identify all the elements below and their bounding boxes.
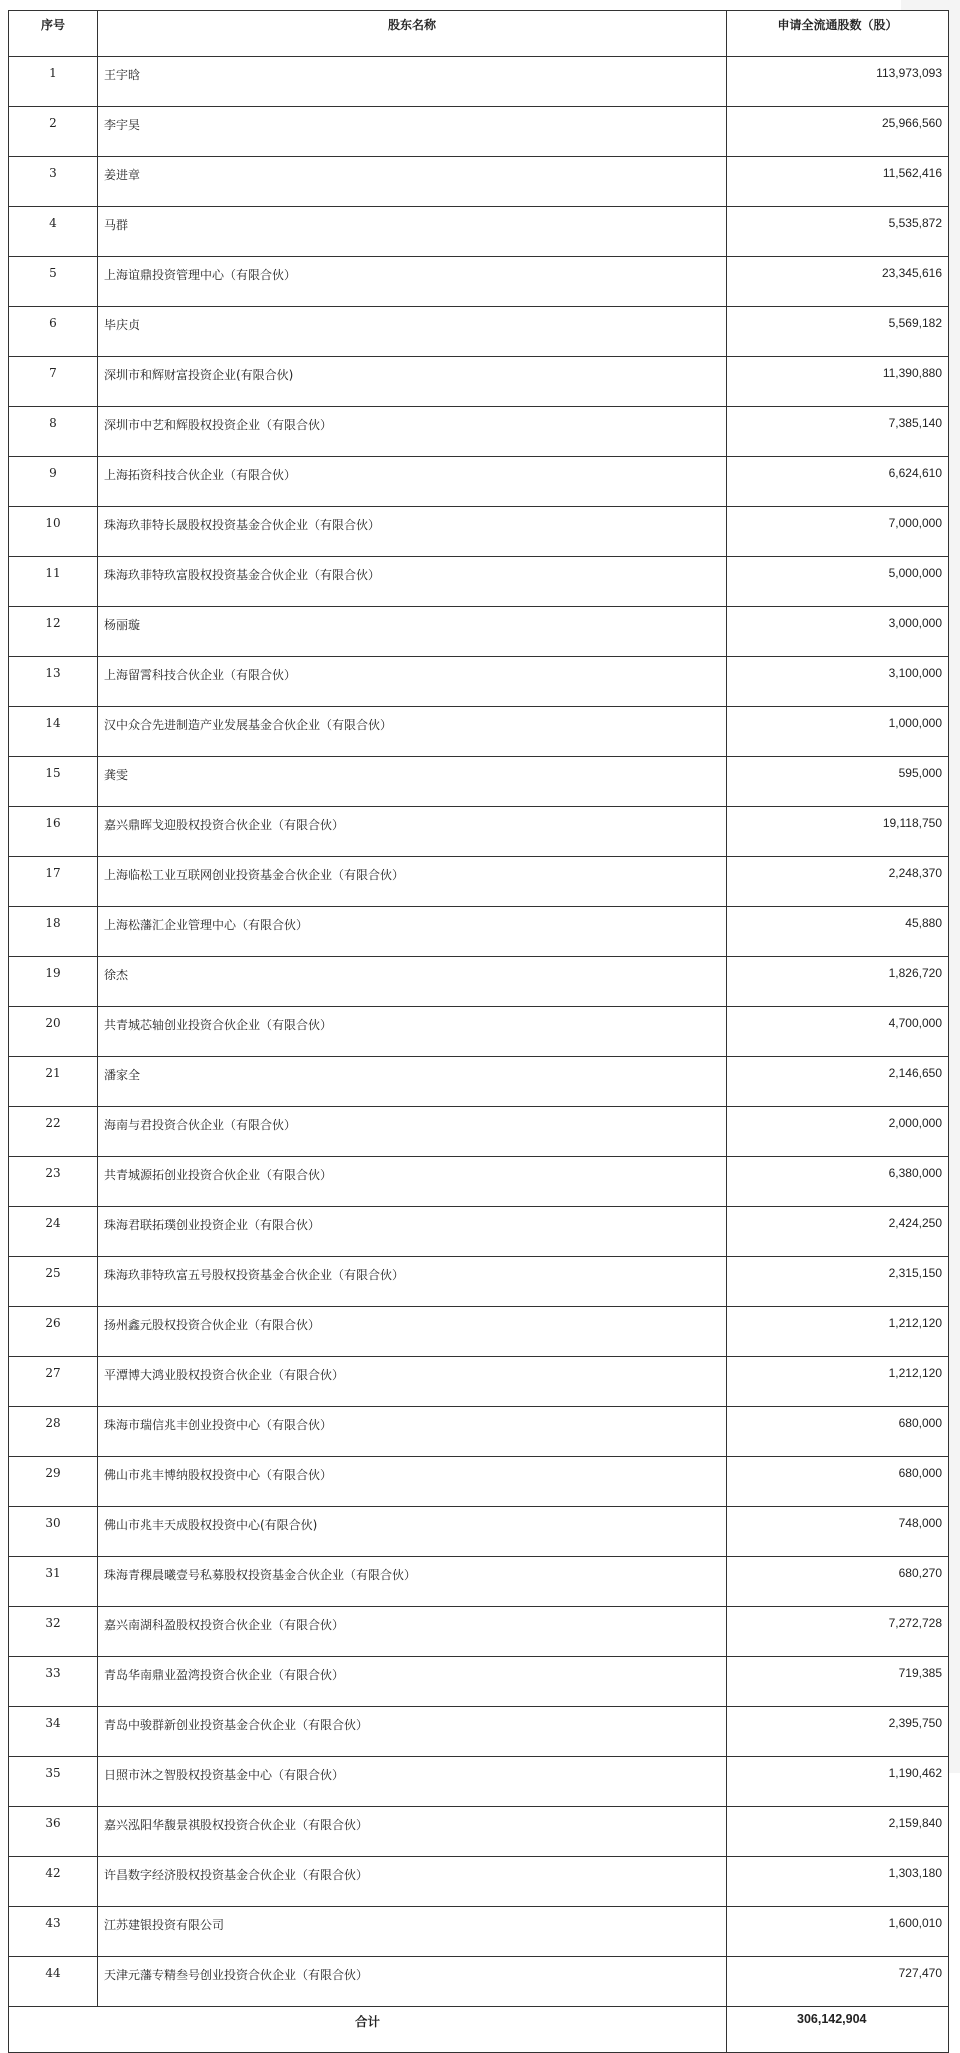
- row-shareholder-name: 共青城芯轴创业投资合伙企业（有限合伙）: [98, 1007, 727, 1057]
- row-share-count: 1,190,462: [727, 1757, 949, 1807]
- row-share-count: 11,562,416: [727, 157, 949, 207]
- total-row: [9, 2007, 949, 2053]
- table-row: [9, 507, 949, 557]
- row-index: 22: [9, 1107, 98, 1157]
- row-share-count: 1,212,120: [727, 1357, 949, 1407]
- row-shareholder-name: 珠海君联拓璞创业投资企业（有限合伙）: [98, 1207, 727, 1257]
- header-row: [9, 11, 949, 57]
- table-row: [9, 1407, 949, 1457]
- row-index: 17: [9, 857, 98, 907]
- table-row: [9, 1757, 949, 1807]
- row-share-count: 2,315,150: [727, 1257, 949, 1307]
- row-index: 33: [9, 1657, 98, 1707]
- row-index: 3: [9, 157, 98, 207]
- table-row: [9, 857, 949, 907]
- row-index: 5: [9, 257, 98, 307]
- table-row: [9, 1057, 949, 1107]
- row-index: 8: [9, 407, 98, 457]
- row-shareholder-name: 杨丽璇: [98, 607, 727, 657]
- row-shareholder-name: 徐杰: [98, 957, 727, 1007]
- header-name: 股东名称: [98, 11, 727, 57]
- table-row: [9, 657, 949, 707]
- table-row: [9, 1857, 949, 1907]
- row-shareholder-name: 青岛中骏群新创业投资基金合伙企业（有限合伙）: [98, 1707, 727, 1757]
- row-share-count: 727,470: [727, 1957, 949, 2007]
- row-shareholder-name: 潘家全: [98, 1057, 727, 1107]
- table-row: [9, 957, 949, 1007]
- row-shareholder-name: 上海临松工业互联网创业投资基金合伙企业（有限合伙）: [98, 857, 727, 907]
- row-index: 11: [9, 557, 98, 607]
- row-shareholder-name: 日照市沐之智股权投资基金中心（有限合伙）: [98, 1757, 727, 1807]
- row-shareholder-name: 珠海玖菲特玖富五号股权投资基金合伙企业（有限合伙）: [98, 1257, 727, 1307]
- table-row: [9, 1957, 949, 2007]
- row-share-count: 680,270: [727, 1557, 949, 1607]
- row-share-count: 2,000,000: [727, 1107, 949, 1157]
- row-index: 30: [9, 1507, 98, 1557]
- row-shareholder-name: 海南与君投资合伙企业（有限合伙）: [98, 1107, 727, 1157]
- table-body: [9, 57, 949, 2007]
- row-shareholder-name: 嘉兴泓阳华馥景祺股权投资合伙企业（有限合伙）: [98, 1807, 727, 1857]
- row-shareholder-name: 佛山市兆丰天成股权投资中心(有限合伙): [98, 1507, 727, 1557]
- table-row: [9, 707, 949, 757]
- row-share-count: 2,424,250: [727, 1207, 949, 1257]
- row-index: 14: [9, 707, 98, 757]
- row-shareholder-name: 青岛华南鼎业盈湾投资合伙企业（有限合伙）: [98, 1657, 727, 1707]
- row-index: 44: [9, 1957, 98, 2007]
- row-shareholder-name: 珠海市瑞信兆丰创业投资中心（有限合伙）: [98, 1407, 727, 1457]
- row-shareholder-name: 平潭博大鸿业股权投资合伙企业（有限合伙）: [98, 1357, 727, 1407]
- header-index: 序号: [9, 11, 98, 57]
- row-share-count: 5,000,000: [727, 557, 949, 607]
- row-share-count: 1,826,720: [727, 957, 949, 1007]
- table-row: [9, 1507, 949, 1557]
- row-shareholder-name: 姜进章: [98, 157, 727, 207]
- row-index: 27: [9, 1357, 98, 1407]
- row-shareholder-name: 龚雯: [98, 757, 727, 807]
- table-row: [9, 1707, 949, 1757]
- table-row: [9, 357, 949, 407]
- row-index: 10: [9, 507, 98, 557]
- row-shareholder-name: 江苏建银投资有限公司: [98, 1907, 727, 1957]
- table-row: [9, 1307, 949, 1357]
- table-row: [9, 107, 949, 157]
- total-label: 合计: [9, 2007, 727, 2053]
- table-footer: [9, 2007, 949, 2053]
- row-share-count: 1,000,000: [727, 707, 949, 757]
- table-row: [9, 1457, 949, 1507]
- row-share-count: 4,700,000: [727, 1007, 949, 1057]
- row-shareholder-name: 珠海玖菲特长晟股权投资基金合伙企业（有限合伙）: [98, 507, 727, 557]
- table-row: [9, 557, 949, 607]
- row-share-count: 1,212,120: [727, 1307, 949, 1357]
- total-value: 306,142,904: [727, 2007, 949, 2053]
- row-shareholder-name: 珠海玖菲特玖富股权投资基金合伙企业（有限合伙）: [98, 557, 727, 607]
- table-row: [9, 1357, 949, 1407]
- row-share-count: 6,380,000: [727, 1157, 949, 1207]
- row-index: 32: [9, 1607, 98, 1657]
- row-index: 26: [9, 1307, 98, 1357]
- row-share-count: 7,000,000: [727, 507, 949, 557]
- row-share-count: 3,000,000: [727, 607, 949, 657]
- row-shareholder-name: 深圳市和辉财富投资企业(有限合伙): [98, 357, 727, 407]
- row-index: 15: [9, 757, 98, 807]
- table-row: [9, 457, 949, 507]
- row-share-count: 595,000: [727, 757, 949, 807]
- table-row: [9, 1907, 949, 1957]
- row-share-count: 2,159,840: [727, 1807, 949, 1857]
- table-row: [9, 57, 949, 107]
- row-shareholder-name: 天津元藩专精叁号创业投资合伙企业（有限合伙）: [98, 1957, 727, 2007]
- table-row: [9, 1007, 949, 1057]
- table-header: [9, 11, 949, 57]
- row-index: 25: [9, 1257, 98, 1307]
- row-index: 20: [9, 1007, 98, 1057]
- row-index: 29: [9, 1457, 98, 1507]
- table-row: [9, 1557, 949, 1607]
- row-share-count: 3,100,000: [727, 657, 949, 707]
- table-row: [9, 1807, 949, 1857]
- row-share-count: 25,966,560: [727, 107, 949, 157]
- row-share-count: 19,118,750: [727, 807, 949, 857]
- table-row: [9, 307, 949, 357]
- row-share-count: 45,880: [727, 907, 949, 957]
- row-share-count: 2,395,750: [727, 1707, 949, 1757]
- row-index: 28: [9, 1407, 98, 1457]
- row-shareholder-name: 王宇晗: [98, 57, 727, 107]
- row-shareholder-name: 上海谊鼎投资管理中心（有限合伙）: [98, 257, 727, 307]
- row-share-count: 5,569,182: [727, 307, 949, 357]
- row-share-count: 1,303,180: [727, 1857, 949, 1907]
- row-shareholder-name: 嘉兴鼎晖戈迎股权投资合伙企业（有限合伙）: [98, 807, 727, 857]
- row-share-count: 2,146,650: [727, 1057, 949, 1107]
- row-index: 1: [9, 57, 98, 107]
- row-index: 2: [9, 107, 98, 157]
- table-row: [9, 1157, 949, 1207]
- table-row: [9, 157, 949, 207]
- row-share-count: 11,390,880: [727, 357, 949, 407]
- row-index: 23: [9, 1157, 98, 1207]
- row-share-count: 680,000: [727, 1457, 949, 1507]
- table-row: [9, 407, 949, 457]
- row-share-count: 7,272,728: [727, 1607, 949, 1657]
- table-row: [9, 1207, 949, 1257]
- shareholder-table: [8, 10, 949, 2053]
- row-index: 42: [9, 1857, 98, 1907]
- row-share-count: 680,000: [727, 1407, 949, 1457]
- row-index: 12: [9, 607, 98, 657]
- row-shareholder-name: 嘉兴南湖科盈股权投资合伙企业（有限合伙）: [98, 1607, 727, 1657]
- table-row: [9, 1607, 949, 1657]
- row-index: 13: [9, 657, 98, 707]
- row-share-count: 748,000: [727, 1507, 949, 1557]
- row-share-count: 23,345,616: [727, 257, 949, 307]
- row-share-count: 7,385,140: [727, 407, 949, 457]
- row-index: 34: [9, 1707, 98, 1757]
- row-shareholder-name: 共青城源拓创业投资合伙企业（有限合伙）: [98, 1157, 727, 1207]
- row-shareholder-name: 马群: [98, 207, 727, 257]
- row-index: 9: [9, 457, 98, 507]
- table-row: [9, 1107, 949, 1157]
- row-share-count: 2,248,370: [727, 857, 949, 907]
- row-shareholder-name: 深圳市中艺和辉股权投资企业（有限合伙）: [98, 407, 727, 457]
- header-shares: 申请全流通股数（股）: [727, 11, 949, 57]
- row-index: 43: [9, 1907, 98, 1957]
- row-shareholder-name: 珠海青稞晨曦壹号私募股权投资基金合伙企业（有限合伙）: [98, 1557, 727, 1607]
- row-shareholder-name: 扬州鑫元股权投资合伙企业（有限合伙）: [98, 1307, 727, 1357]
- row-shareholder-name: 许昌数字经济股权投资基金合伙企业（有限合伙）: [98, 1857, 727, 1907]
- row-shareholder-name: 上海松藩汇企业管理中心（有限合伙）: [98, 907, 727, 957]
- row-index: 19: [9, 957, 98, 1007]
- row-index: 36: [9, 1807, 98, 1857]
- row-index: 31: [9, 1557, 98, 1607]
- table-row: [9, 1657, 949, 1707]
- table-row: [9, 907, 949, 957]
- row-index: 18: [9, 907, 98, 957]
- table-row: [9, 1257, 949, 1307]
- table-row: [9, 807, 949, 857]
- row-index: 7: [9, 357, 98, 407]
- row-share-count: 113,973,093: [727, 57, 949, 107]
- row-index: 35: [9, 1757, 98, 1807]
- row-share-count: 719,385: [727, 1657, 949, 1707]
- row-share-count: 6,624,610: [727, 457, 949, 507]
- row-index: 4: [9, 207, 98, 257]
- row-share-count: 1,600,010: [727, 1907, 949, 1957]
- table-row: [9, 757, 949, 807]
- table-row: [9, 257, 949, 307]
- row-index: 24: [9, 1207, 98, 1257]
- row-shareholder-name: 毕庆贞: [98, 307, 727, 357]
- row-share-count: 5,535,872: [727, 207, 949, 257]
- row-shareholder-name: 上海留霄科技合伙企业（有限合伙）: [98, 657, 727, 707]
- row-shareholder-name: 李宇昊: [98, 107, 727, 157]
- row-shareholder-name: 上海拓资科技合伙企业（有限合伙）: [98, 457, 727, 507]
- row-index: 6: [9, 307, 98, 357]
- table-row: [9, 607, 949, 657]
- row-index: 16: [9, 807, 98, 857]
- row-shareholder-name: 汉中众合先进制造产业发展基金合伙企业（有限合伙）: [98, 707, 727, 757]
- table-row: [9, 207, 949, 257]
- row-shareholder-name: 佛山市兆丰博纳股权投资中心（有限合伙）: [98, 1457, 727, 1507]
- row-index: 21: [9, 1057, 98, 1107]
